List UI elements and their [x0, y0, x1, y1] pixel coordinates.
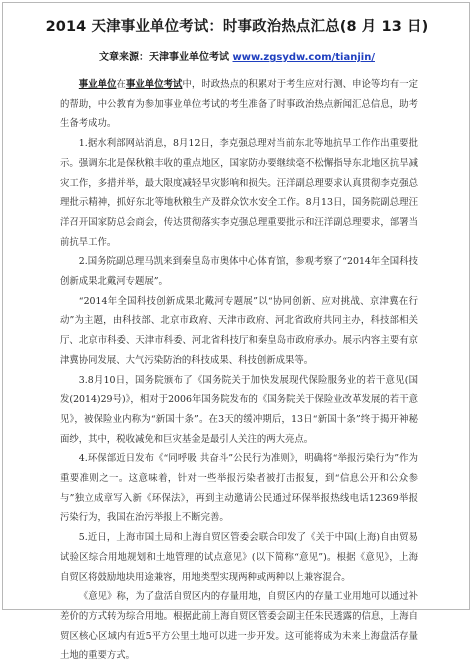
intro-mid-text: 在 [116, 79, 126, 90]
news-paragraph-6: 5.近日，上海市国土局和上海自贸区管委会联合印发了《关于中国(上海)自由贸易试验区综合用地规划和土地管理的试点意见》(以下简称“意见”)。根据《意见》，上海自贸区将鼓励地块用途兼容，用地类型实现两种或两种以上兼容混合。 [60, 532, 418, 583]
intro-text: 中，时政热点的积累对于考生应对行测、申论等均有一定的帮助，中公教育为参加事业单位考试的考生准备了时事政治热点新闻汇总信息，助考生备考成功。 [60, 79, 418, 130]
intro-keyword-link[interactable]: 事业单位 [78, 79, 117, 90]
news-paragraph-7: 《意见》称，为了盘活自贸区内的存量用地，自贸区内的存量工业用地可以通过补差价的方式转为综合用地。根据此前上海自贸区管委会副主任朱民透露的信息，上海自贸区核心区域内有近5平方公里土地可以进一步开发。这可能将成为未来上海盘活存量土地的重要方式。 [60, 591, 418, 662]
news-paragraph-4: 3.8月10日，国务院颁布了《国务院关于加快发展现代保险服务业的若干意见(国发(2014)29号)》，相对于2006年国务院发布的《国务院关于保险业改革发展的若干意见》，被保险业内称为“新国十条”。在3天的缓冲期后，13日“新国十条”终于揭开神秘面纱，其中，税收减免和巨灾基金是最引人关注的两大亮点。 [60, 374, 418, 445]
news-paragraph-1: 1.据水利部网站消息，8月12日，李克强总理对当前东北等地抗旱工作作出重要批示。强调东北是保秋粮丰收的重点地区，国家防办要继续毫不松懈指导东北地区抗旱减灾工作，多措并举，最大限度减轻旱灾影响和损失。汪洋副总理要求认真贯彻李克强总理批示精神，抓好东北等地秋粮生产及群众饮水安全工作。8月13日，国务院副总理汪洋召开国家防总会商会，传达贯彻落实李克强总理重要批示和汪洋副总理要求，部署当前抗旱工作。 [60, 138, 418, 248]
exam-keyword-link[interactable]: 事业单位考试 [125, 79, 183, 90]
intro-paragraph [60, 75, 418, 134]
source-link[interactable]: www.zgsydw.com/tianjin/ [232, 52, 375, 63]
article-source [0, 51, 474, 64]
news-paragraph-3: “2014年全国科技创新成果北戴河专题展”以“协同创新、应对挑战、京津冀在行动”为主题，由科技部、北京市政府、天津市政府、河北省政府共同主办，科技部相关厅、北京市科委、天津市科委、河北省科技厅和秦皇岛市政府承办。展示内容主要有京津冀协同发展、大气污染防治的科技成果、科技创新成果等。 [60, 295, 418, 366]
article-body [60, 75, 418, 666]
news-paragraph-2: 2.国务院副总理马凯来到秦皇岛市奥体中心体育馆，参观考察了“2014年全国科技创新成果北戴河专题展”。 [60, 256, 418, 288]
news-paragraph-5: 4.环保部近日发布《“同呼吸 共奋斗”公民行为准则》，明确将“举报污染行为”作为重要准则之一。这意味着，针对一些举报污染者被打击报复，到“信息公开和公众参与”独立成章写入新《环保法》，再到主动邀请公民通过环保举报热线电话12369举报污染行为，我国在治污举报上不断完善。 [60, 453, 418, 524]
page-title: 2014 天津事业单位考试：时事政治热点汇总(8 月 13 日) [45, 19, 429, 35]
source-label: 文章来源：天津事业单位考试 [99, 52, 233, 63]
